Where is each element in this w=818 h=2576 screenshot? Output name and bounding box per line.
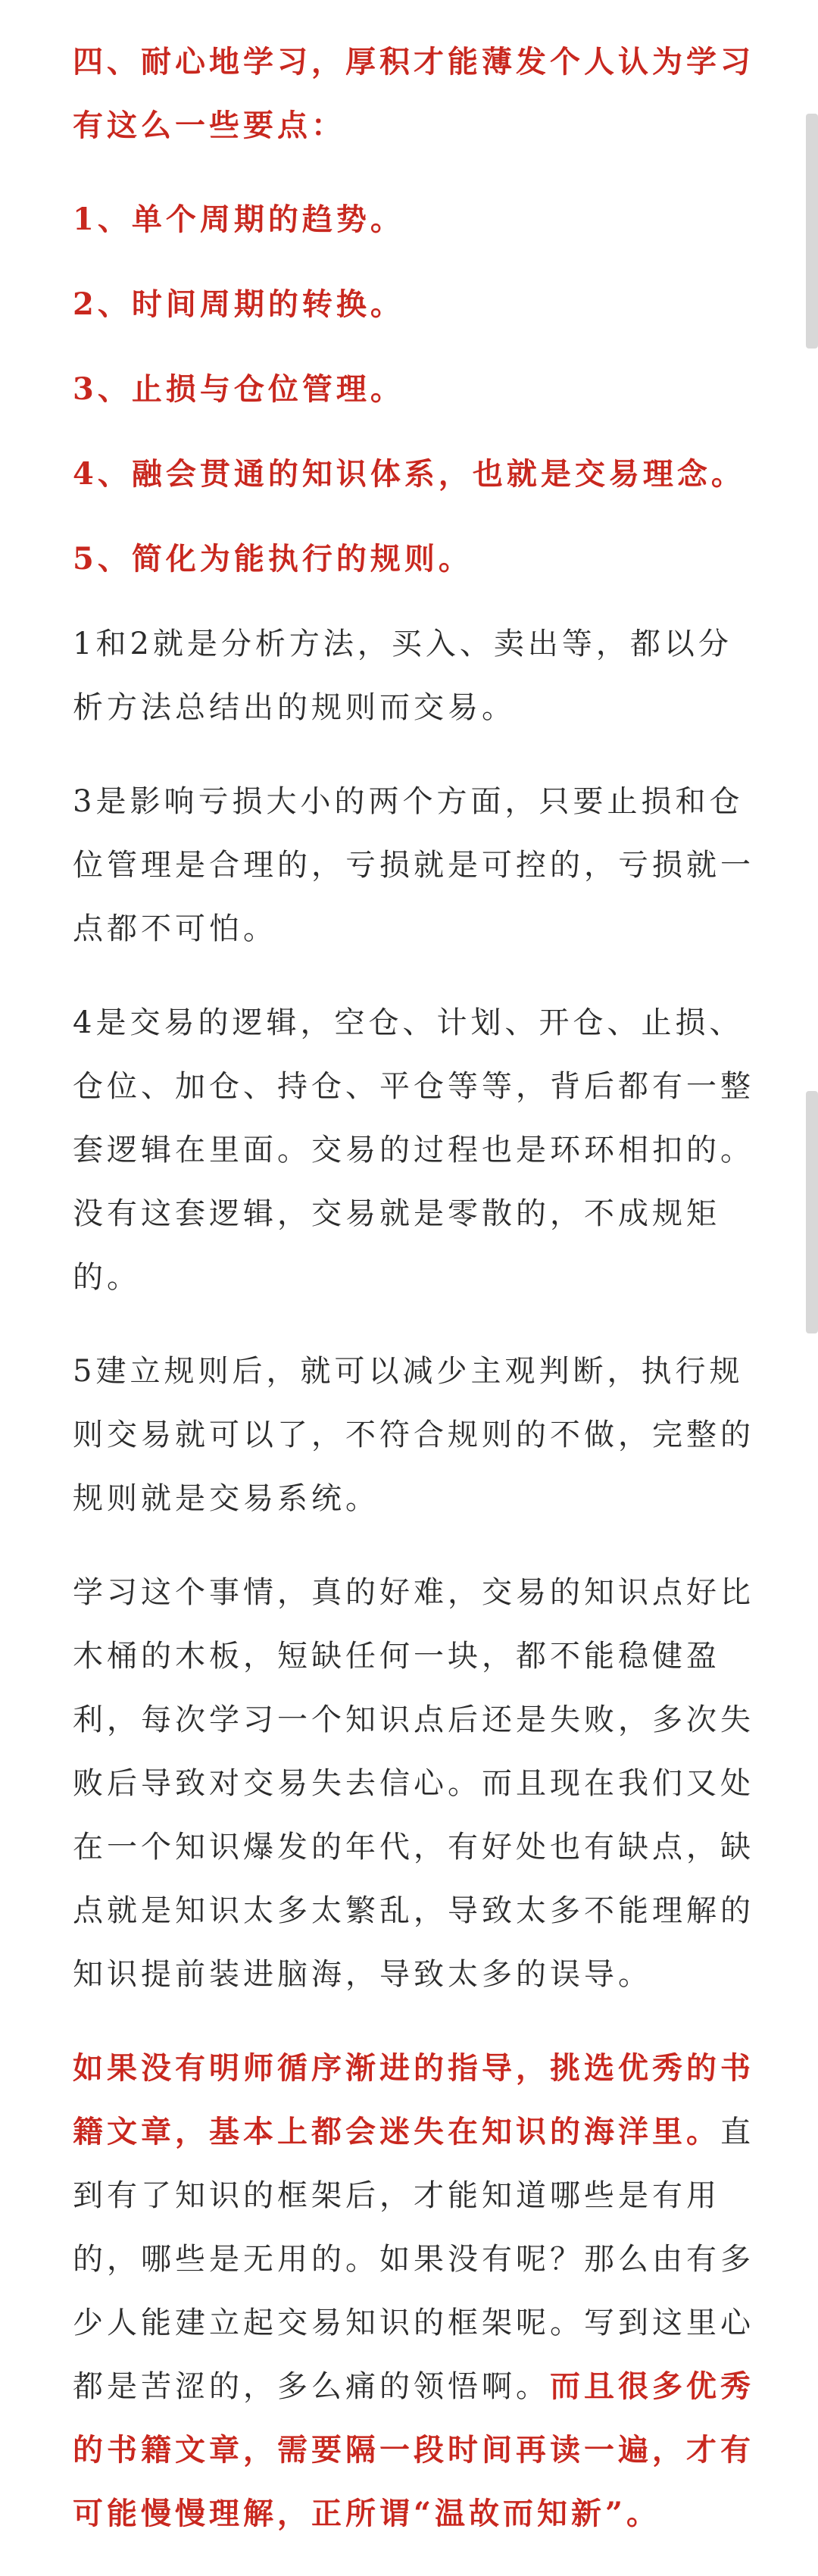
section-heading: 四、耐心地学习，厚积才能薄发个人认为学习有这么一些要点： xyxy=(73,44,754,143)
final-emphasis-1: 如果没有明师循序渐进的指导，挑选优秀的书籍文章，基本上都会迷失在知识的海洋里。 xyxy=(73,2050,754,2149)
article-body xyxy=(73,30,754,2576)
final-emphasis-2: 而且很多优秀的书籍文章，需要隔一段时间再读一遍，才有可能慢慢理解，正所谓“温故而知新”。 xyxy=(73,2368,754,2531)
final-paragraph xyxy=(73,2037,754,2546)
learning-paragraph: 学习这个事情，真的好难，交易的知识点好比木桶的木板，短缺任何一块，都不能稳健盈利，每次学习一个知识点后还是失败，多次失败后导致对交易失去信心。而且现在我们又处在一个知识爆发的年代，有好处也有缺点，缺点就是知识太多太繁乱，导致太多不能理解的知识提前装进脑海，导致太多的误导。 xyxy=(73,1575,754,1992)
explanation-4: 4是交易的逻辑，空仓、计划、开仓、止损、仓位、加仓、持仓、平仓等等，背后都有一整套逻辑在里面。交易的过程也是环环相扣的。没有这套逻辑，交易就是零散的，不成规矩的。 xyxy=(73,1005,754,1295)
explanation-3: 3是影响亏损大小的两个方面，只要止损和仓位管理是合理的，亏损就是可控的，亏损就一点都不可怕。 xyxy=(73,784,754,946)
key-point-2: 2、时间周期的转换。 xyxy=(73,286,404,322)
explanation-5: 5建立规则后，就可以减少主观判断，执行规则交易就可以了，不符合规则的不做，完整的规则就是交易系统。 xyxy=(73,1354,754,1516)
key-point-5: 5、简化为能执行的规则。 xyxy=(73,541,473,577)
key-point-4: 4、融会贯通的知识体系，也就是交易理念。 xyxy=(73,456,745,492)
key-point-3: 3、止损与仓位管理。 xyxy=(73,371,404,407)
scrollbar-thumb-lower[interactable] xyxy=(806,1091,818,1333)
scrollbar-thumb-upper[interactable] xyxy=(806,114,818,349)
explanation-1-2: 1和2就是分析方法，买入、卖出等，都以分析方法总结出的规则而交易。 xyxy=(73,627,732,725)
key-points-list xyxy=(73,188,754,591)
key-point-1: 1、单个周期的趋势。 xyxy=(73,202,404,237)
final-normal-text: 直到有了知识的框架后，才能知道哪些是有用的，哪些是无用的。如果没有呢？那么由有多少人能建立起交易知识的框架呢。写到这里心都是苦涩的，多么痛的领悟啊。 xyxy=(73,2115,754,2404)
